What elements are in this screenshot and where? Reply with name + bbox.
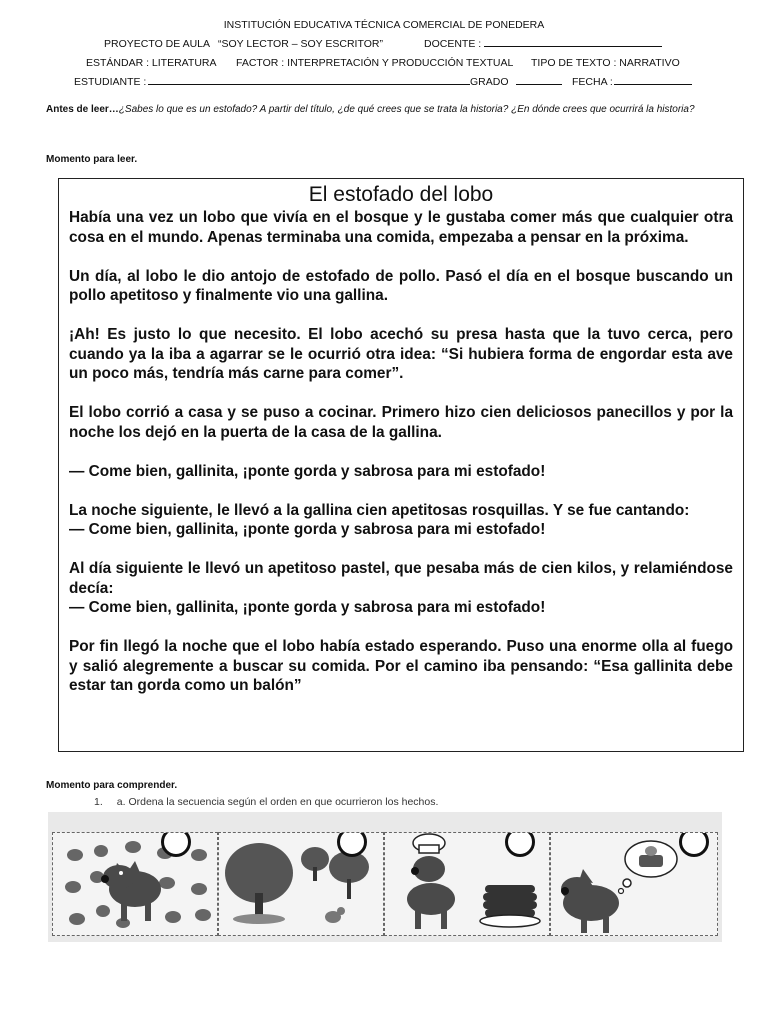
story-paragraph: Había una vez un lobo que vivía en el bosque y le gustaba comer más que cualquier otra cosa en el mundo. Apenas terminaba una comida, empezaba a pensar en la próxima. xyxy=(69,209,733,246)
before-reading-prompt xyxy=(46,101,726,118)
story-paragraph: — Come bien, gallinita, ¡ponte gorda y sabrosa para mi estofado! xyxy=(69,599,546,616)
wolf-with-chicks-icon xyxy=(53,833,218,936)
sequence-panel-1 xyxy=(52,832,218,936)
grade-label: GRADO xyxy=(470,76,509,88)
grade-field[interactable] xyxy=(516,73,562,85)
teacher-field[interactable] xyxy=(484,35,662,47)
standard-label: ESTÁNDAR : LITERATURA xyxy=(86,57,217,69)
story-box xyxy=(58,178,744,752)
date-label: FECHA : xyxy=(572,76,613,88)
student-field[interactable] xyxy=(148,73,470,85)
comprehension-section-label: Momento para comprender. xyxy=(46,780,178,791)
before-reading-label: Antes de leer… xyxy=(46,104,119,115)
project-value: “SOY LECTOR – SOY ESCRITOR” xyxy=(218,38,383,50)
factor-label: FACTOR : INTERPRETACIÓN Y PRODUCCIÓN TEXTUAL xyxy=(236,57,514,69)
project-label: PROYECTO DE AULA xyxy=(104,38,211,50)
story-paragraph: La noche siguiente, le llevó a la gallina cien apetitosas rosquillas. Y se fue cantando: xyxy=(69,501,690,519)
before-reading-question: ¿Sabes lo que es un estofado? A partir del título, ¿de qué crees que se trata la historia? ¿En dónde crees que ocurrirá la historia? xyxy=(118,104,695,115)
worksheet-header xyxy=(0,16,768,92)
reading-section-label: Momento para leer. xyxy=(46,154,138,165)
story-paragraph: El lobo corrió a casa y se puso a cocinar. Primero hizo cien deliciosos panecillos y por la noche los dejó en la puerta de la casa de la gallina. xyxy=(69,404,733,441)
story-title: El estofado del lobo xyxy=(308,183,494,206)
question-text: a. Ordena la secuencia según el orden en que ocurrieron los hechos. xyxy=(116,796,439,808)
story-paragraph: Un día, al lobo le dio antojo de estofado de pollo. Pasó el día en el bosque buscando un pollo apetitoso y finalmente vio una gallina. xyxy=(69,267,733,304)
institution-name: INSTITUCIÓN EDUCATIVA TÉCNICA COMERCIAL DE PONEDERA xyxy=(223,19,545,31)
text-type-label: TIPO DE TEXTO : NARRATIVO xyxy=(531,57,680,69)
story-paragraph: Al día siguiente le llevó un apetitoso pastel, que pesaba más de cien kilos, y relamiéndose decía: xyxy=(69,560,733,597)
story-paragraph: Por fin llegó la noche que el lobo había estado esperando. Puso una enorme olla al fuego y salió alegremente a buscar su comida. Por el camino iba pensando: “Esa gallinita debe estar tan gorda como un balón” xyxy=(69,638,733,694)
story-paragraph: — Come bien, gallinita, ¡ponte gorda y sabrosa para mi estofado! xyxy=(69,462,546,480)
sequence-panel-2 xyxy=(218,832,384,936)
story-paragraph: ¡Ah! Es justo lo que necesito. El lobo acechó su presa hasta que la tuvo cerca, pero cuando ya la iba a agarrar se le ocurrió otra idea: “Si hubiera forma de engordar esta ave un poco más, tendría más carne para comer”. xyxy=(69,326,733,382)
sequence-panel-4 xyxy=(550,832,718,936)
story-paragraph: — Come bien, gallinita, ¡ponte gorda y sabrosa para mi estofado! xyxy=(69,521,546,538)
question-1 xyxy=(94,796,438,808)
sequence-panel-3 xyxy=(384,832,550,936)
student-label: ESTUDIANTE : xyxy=(74,76,147,88)
teacher-label: DOCENTE : xyxy=(424,38,482,50)
question-number: 1. xyxy=(94,796,103,808)
date-field[interactable] xyxy=(614,73,692,85)
sequence-strip xyxy=(48,812,722,942)
